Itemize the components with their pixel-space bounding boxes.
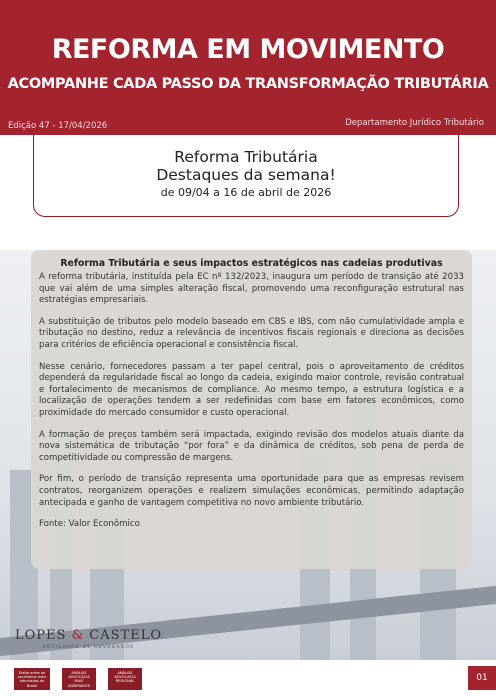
logo-ampersand: & — [71, 628, 85, 643]
department-label: Departamento Jurídico Tributário — [345, 118, 484, 128]
article-title: Reforma Tributária e seus impactos estratégicos nas cadeias produtivas — [60, 258, 443, 269]
highlights-period: de 09/04 a 16 de abril de 2026 — [160, 186, 332, 199]
page-number: 01 — [468, 666, 496, 690]
award-badge: Eleito entre os escritórios mais admirados do Brasil — [14, 668, 50, 690]
article-paragraph: A substituição de tributos pelo modelo baseado em CBS e IBS, com não cumulatividade ampla e tributação no destino, reduz a relevância de incentivos fiscais regionais e direciona as decisões para critérios de eficiência operacional e consistência fiscal. — [39, 316, 464, 350]
article-paragraph: A formação de preços também será impactada, exigindo revisão dos modelos atuais diante da nova sistemática de tributação “por fora” e da dinâmica de créditos, sob pena de perda de competitividade ou compressão de margens. — [39, 429, 464, 463]
article-paragraph: A reforma tributária, instituída pela EC nº 132/2023, inaugura um período de transição até 2033 que vai além de uma simples alteração fiscal, promovendo uma reconfiguração estrutural nas estratégias empresariais. — [39, 272, 464, 306]
award-badge: ANÁLISE ADVOCACIA REGIONAL — [108, 668, 142, 690]
weekly-highlights-box — [33, 135, 459, 217]
highlights-heading: Reforma Tributária — [174, 148, 318, 166]
logo-text-right: CASTELO — [84, 628, 162, 643]
highlights-subheading: Destaques da semana! — [156, 166, 336, 184]
article-paragraph: Nesse cenário, fornecedores passam a ter papel central, pois o aproveitamento de créditos dependerá da regularidade fiscal ao longo da cadeia, exigindo maior controle, revisão contratual e fortalecimento de mecanismos de compliance. Ao mesmo tempo, a estrutura logística e a localização de operações tendem a ser redefinidas com base em fatores econômicos, como proximidade do mercado consumidor e custo operacional. — [39, 361, 464, 418]
article-panel — [31, 250, 472, 569]
newsletter-header — [0, 0, 496, 135]
newsletter-title: REFORMA EM MOVIMENTO — [51, 34, 445, 65]
newsletter-subtitle: ACOMPANHE CADA PASSO DA TRANSFORMAÇÃO TRIBUTÁRIA — [7, 76, 489, 92]
firm-logo — [15, 628, 162, 650]
award-badges — [14, 668, 154, 690]
article-paragraph: Por fim, o período de transição representa uma oportunidade para que as empresas revisem contratos, reorganizem operações e realizem simulações econômicas, permitindo adaptação antecipada e ganho de vantagem competitiva no novo ambiente tributário. — [39, 474, 464, 508]
edition-info: Edição 47 - 17/04/2026 — [8, 121, 108, 131]
logo-text-left: LOPES — [15, 628, 72, 643]
article-source: Fonte: Valor Econômico — [39, 519, 140, 530]
logo-tagline: SOCIEDADE DE ADVOGADOS — [42, 645, 135, 650]
award-badge: ANÁLISE ADVOCACIA MAIS ADMIRADOS — [62, 668, 96, 690]
